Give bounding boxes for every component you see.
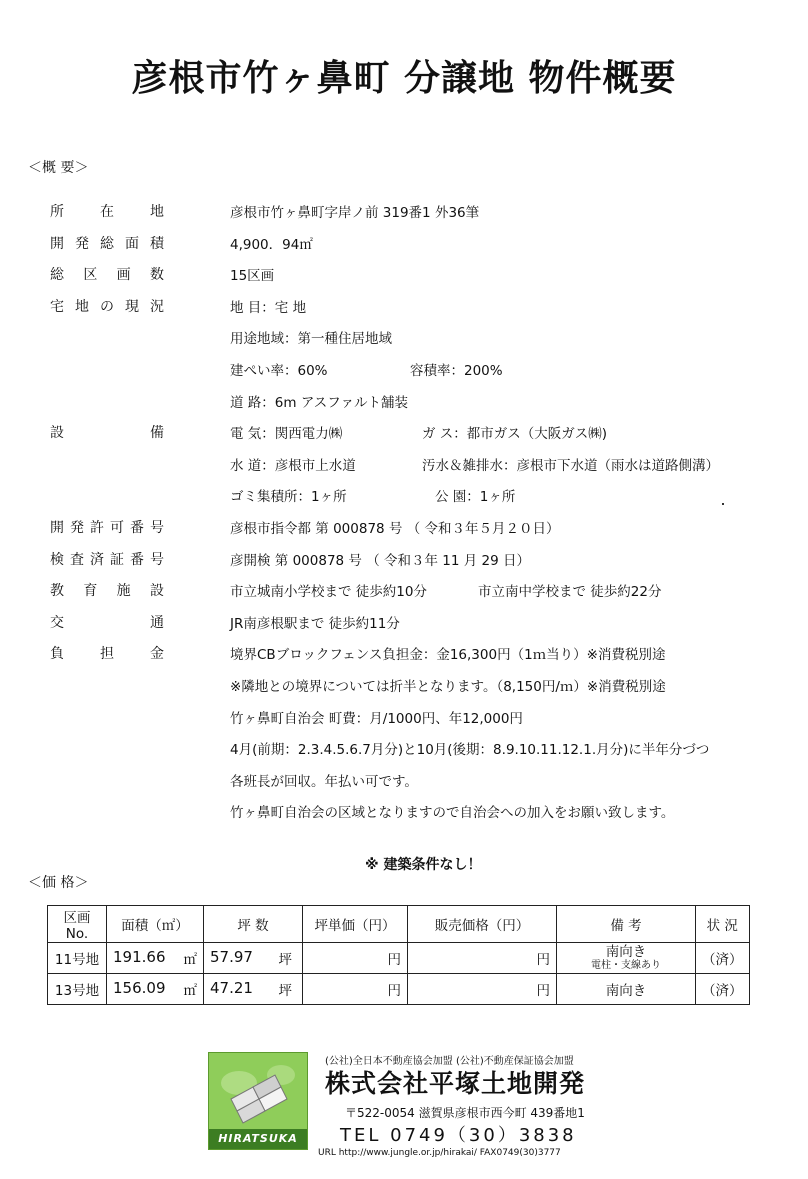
table-row	[48, 974, 750, 1005]
lot-cell: 11号地	[48, 943, 107, 974]
price-heading: ＜価 格＞	[28, 875, 89, 891]
overview-value: 15区画	[230, 268, 275, 284]
header-area: 面積（㎡）	[107, 906, 204, 943]
remark-cell: 南向き	[557, 974, 696, 1005]
label-char: の	[100, 299, 114, 315]
label-char: 可	[110, 520, 124, 536]
label-char: 金	[150, 646, 164, 662]
label-char: 負	[50, 646, 64, 662]
overview-label	[50, 612, 164, 632]
label-char: 号	[150, 552, 164, 568]
overview-value-secondary: ガ ス：都市ガス（大阪ガス㈱)	[422, 426, 608, 442]
overview-label	[50, 580, 164, 600]
overview-value: ※隣地との境界については折半となります。（8,150円/ｍ）※消費税別途	[230, 679, 666, 695]
label-char: 番	[130, 520, 144, 536]
label-char: 発	[70, 520, 84, 536]
overview-value: 4月(前期：2.3.4.5.6.7月分)と10月(後期：8.9.10.11.12.1.月分)に半年分づつ	[230, 742, 710, 758]
label-char: 宅	[50, 299, 64, 315]
tsubo-cell: 57.97 坪	[204, 943, 303, 974]
overview-label	[50, 643, 164, 663]
label-char: 済	[90, 552, 104, 568]
logo-text: HIRATSUKA	[209, 1129, 307, 1149]
label-char: 面	[125, 236, 139, 252]
company-logo	[208, 1052, 308, 1150]
label-char: 発	[75, 236, 89, 252]
label-char: 育	[83, 583, 98, 599]
label-char: 教	[50, 583, 64, 599]
overview-label	[50, 517, 164, 537]
remark-cell: 南向き 電柱・支線あり	[557, 943, 696, 974]
company-url: URL http://www.jungle.or.jp/hirakai/ FAX0749(30)3777	[318, 1148, 561, 1158]
price-table-header	[48, 906, 750, 943]
label-char: 号	[150, 520, 164, 536]
logo-mark-icon	[209, 1053, 307, 1129]
header-lot: 区画No.	[48, 906, 107, 943]
overview-heading: ＜概 要＞	[28, 160, 89, 176]
label-char: 況	[150, 299, 164, 315]
lot-cell: 13号地	[48, 974, 107, 1005]
label-char: 通	[150, 615, 164, 631]
association-text: (公社)全日本不動産協会加盟 (公社)不動産保証協会加盟	[325, 1056, 574, 1067]
overview-value: JR南彦根駅まで 徒歩約11分	[230, 616, 400, 632]
overview-value: 建ぺい率：60%	[230, 363, 328, 379]
label-char: 施	[116, 583, 131, 599]
label-char: 開	[50, 236, 64, 252]
overview-value: 境界CBブロックフェンス負担金：金16,300円（1ｍ当り）※消費税別途	[230, 647, 666, 663]
overview-value: 市立城南小学校まで 徒歩約10分	[230, 584, 427, 600]
label-char: 地	[75, 299, 89, 315]
label-char: 査	[70, 552, 84, 568]
overview-value: 地 目：宅 地	[230, 300, 307, 316]
overview-value-secondary: 公 園：1ヶ所	[435, 489, 516, 505]
label-char: 区	[83, 267, 98, 283]
label-char: 在	[100, 204, 114, 220]
label-char: 設	[50, 425, 64, 441]
overview-value: 竹ヶ鼻町自治会 町費：月/1000円、年12,000円	[230, 711, 523, 727]
label-char: 現	[125, 299, 139, 315]
overview-value: 水 道：彦根市上水道	[230, 458, 356, 474]
overview-label	[50, 296, 164, 316]
header-tsubo: 坪 数	[204, 906, 303, 943]
table-row	[48, 943, 750, 974]
unit-price-cell: 円	[303, 974, 408, 1005]
overview-value-secondary: 容積率：200%	[410, 363, 503, 379]
overview-value-secondary: 汚水＆雑排水：彦根市下水道（雨水は道路側溝）	[422, 458, 719, 474]
price-cell: 円	[408, 974, 557, 1005]
price-cell: 円	[408, 943, 557, 974]
overview-label	[50, 201, 164, 221]
label-char: 検	[50, 552, 64, 568]
company-address: 〒522-0054 滋賀県彦根市西今町 439番地1	[345, 1106, 585, 1120]
overview-value-secondary: 市立南中学校まで 徒歩約22分	[478, 584, 662, 600]
label-char: 総	[50, 267, 64, 283]
overview-label	[50, 549, 164, 569]
header-price: 販売価格（円）	[408, 906, 557, 943]
label-char: 積	[150, 236, 164, 252]
overview-value: 電 気：関西電力㈱	[230, 426, 343, 442]
overview-value: 道 路：6m アスファルト舗装	[230, 395, 409, 411]
overview-value: ゴミ集積所：1ヶ所	[230, 489, 347, 505]
status-cell: （済）	[696, 943, 750, 974]
overview-value: 彦根市指令都 第 000878 号 （ 令和３年５月２０日）	[230, 521, 560, 537]
overview-value: 竹ヶ鼻町自治会の区域となりますので自治会への加入をお願い致します。	[230, 805, 675, 821]
label-char: 画	[116, 267, 131, 283]
label-char: 所	[50, 204, 64, 220]
price-table	[47, 905, 750, 1005]
header-remark: 備 考	[557, 906, 696, 943]
unit-price-cell: 円	[303, 943, 408, 974]
stray-dot	[722, 503, 724, 505]
overview-label	[50, 233, 164, 253]
label-char: 番	[130, 552, 144, 568]
label-char: 担	[100, 646, 114, 662]
tsubo-cell: 47.21 坪	[204, 974, 303, 1005]
header-unit-price: 坪単価（円）	[303, 906, 408, 943]
overview-label	[50, 264, 164, 284]
overview-label	[50, 422, 164, 442]
overview-value: 用途地域：第一種住居地域	[230, 331, 392, 347]
overview-value: 彦開検 第 000878 号 （ 令和３年 11 月 29 日）	[230, 553, 531, 569]
label-char: 備	[150, 425, 164, 441]
label-char: 地	[150, 204, 164, 220]
label-char: 許	[90, 520, 104, 536]
status-cell: （済）	[696, 974, 750, 1005]
company-tel: TEL 0749（30）3838	[340, 1125, 577, 1146]
label-char: 開	[50, 520, 64, 536]
overview-value: 各班長が回収。年払い可です。	[230, 774, 418, 790]
label-char: 数	[149, 267, 164, 283]
building-condition-note: ※ 建築条件なし！	[365, 857, 482, 873]
area-cell: 191.66 ㎡	[107, 943, 204, 974]
label-char: 証	[110, 552, 124, 568]
header-status: 状 況	[696, 906, 750, 943]
area-cell: 156.09 ㎡	[107, 974, 204, 1005]
label-char: 設	[149, 583, 164, 599]
page-title: 彦根市竹ヶ鼻町 分譲地 物件概要	[131, 58, 677, 99]
overview-value: 彦根市竹ヶ鼻町字岸ノ前 319番1 外36筆	[230, 205, 480, 221]
label-char: 総	[100, 236, 114, 252]
label-char: 交	[50, 615, 64, 631]
company-name: 株式会社平塚土地開発	[325, 1069, 586, 1098]
overview-value: 4,900．94㎡	[230, 237, 313, 253]
